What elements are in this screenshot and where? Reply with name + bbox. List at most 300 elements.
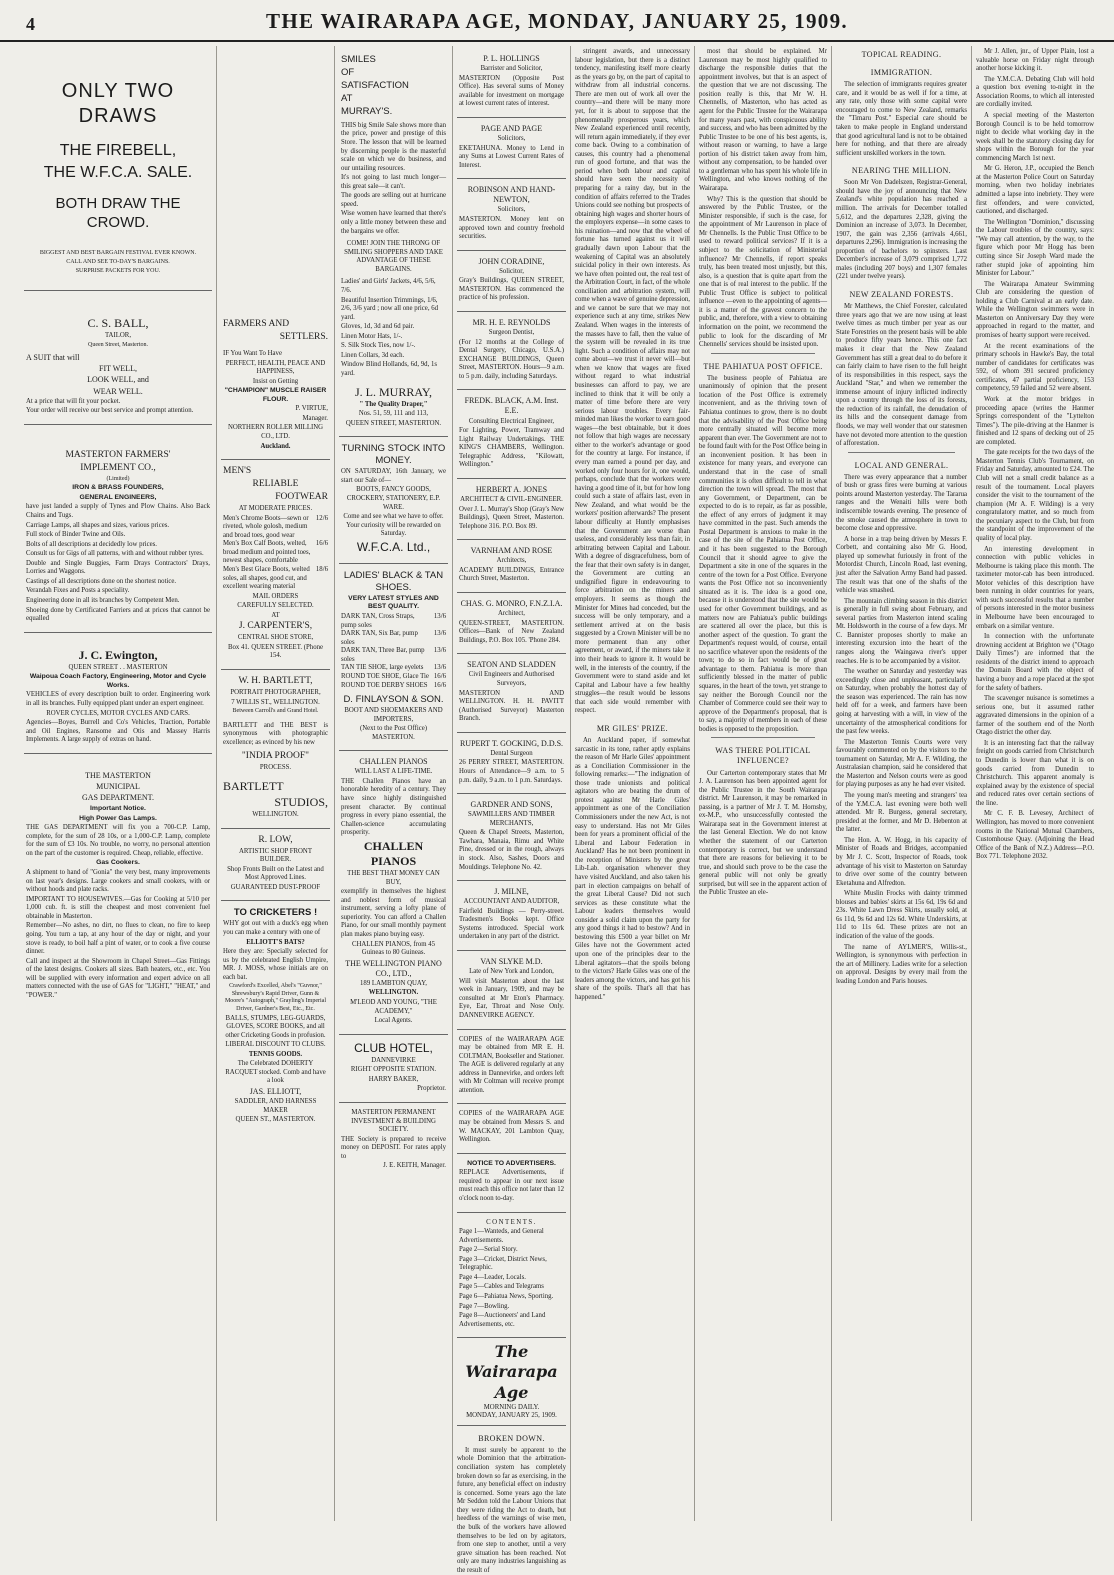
ladies-title: LADIES' BLACK & TAN SHOES. — [343, 569, 444, 593]
cricket-seller-a: QUEEN ST., MASTERTON. — [235, 1116, 316, 1124]
farmers-p5: Consult us for Gigs of all patterns, with and without rubber tyres. — [26, 550, 204, 558]
forests-text: Mr Matthews, the Chief Forester, calculated three years ago that we are now using at least twelve times as much timber per year as our State Forestries on the present basis will be able to produce fifty years hence. This one fact makes it clear that the New Zealand Government has still a great deal to do before it can fairly claim to have risen to the full height of its responsibilities in this respect, says the Auckland "Star," and when we remember the immense amount of injury inflicted indirectly upon a country through the loss of its forests, the reduction of its rainfall, the denudation of its hills and the consequent damage from floods, we may well wonder that our statesmen have not devoted more attention to the question of afforestation. — [836, 303, 967, 448]
club-hotel-ad — [339, 1035, 448, 1103]
ewington-address: QUEEN STREET . . MASTERTON — [68, 663, 168, 671]
low-p2: GUARANTEED DUST-PROOF — [230, 883, 321, 891]
column-5 — [570, 46, 694, 1521]
draws-small2: CALL AND SEE TO-DAY'S BARGAINS. — [66, 259, 170, 266]
farmers-p1: have just landed a supply of Tynes and Plow Chains. Also Back Chains and Tugs. — [26, 503, 210, 519]
card-name: P. L. HOLLINGS — [483, 54, 540, 63]
footwear-sub: AT MODERATE PRICES. — [238, 505, 313, 513]
bartlett-t: PORTRAIT PHOTOGRAPHER, — [230, 688, 321, 696]
smiles-item: Ladies' and Girls' Jackets, 4/6, 5/6, 7/6. — [341, 278, 436, 294]
ladies-item: DARK TAN, Three Bar, pump soles 13/6 — [341, 647, 446, 663]
hotel-owner: HARRY BAKER, — [368, 1075, 419, 1083]
card-subtitle: Late of New York and London, — [469, 968, 554, 976]
copies-1: COPIES of the WAIRARAPA AGE may be obtained from MR E. H. COLTMAN, Bookseller and Stationer. The AGE is delivered regularly at any address in Dannevirke, and orders left with Mr Coltman will receive prompt attention. — [459, 1035, 564, 1094]
card-text: MASTERTON. Money lent on approved town and country freehold securities. — [459, 215, 564, 241]
local-item: Work at the motor bridges in proceeding apace (writes the Hanmer Springs correspondent of the "Lyttelton Times"). The pile-driving at the Hanmer is finished and 12 spans of decking out of 25 are completed. — [976, 395, 1094, 446]
farmers-p8: Verandah Fixes and Posts a speciality. — [26, 587, 130, 595]
ball-l1: A SUIT that will — [26, 353, 80, 363]
ball-trade: TAILOR, — [104, 332, 132, 340]
ladies-item: DARK TAN, Six Bar, pump soles 13/6 — [341, 630, 446, 646]
card-text: Gray's Buildings, QUEEN STREET, MASTERTON. Has commenced the practice of his profession. — [459, 277, 564, 302]
card-text: ACADEMY BUILDINGS, Entrance Church Street, Masterton. — [459, 566, 564, 583]
cricket-title: TO CRICKETERS ! — [233, 907, 318, 919]
card-text: QUEEN-STREET, MASTERTON. Offices—Bank of New Zealand Buildings, P.O. Box 105. 'Phone 284. — [459, 619, 564, 644]
ewington-p2: ROVER CYCLES, MOTOR CYCLES AND CARS. — [46, 709, 190, 717]
ball-l4: WEAR WELL. — [93, 386, 143, 396]
page-number: 4 — [26, 14, 35, 34]
card-name: VAN SLYKE M.D. — [480, 957, 543, 967]
local-item: White Muslin Frocks with dainty trimmed blouses and babies' skirts at 15s 6d, 19s 6d and 23s. White Lawn Dress Skirts, usually sold, at 6s 11d, 9s 6d and 12s 6d. White Underskirts, at 11d to 11s 6d. These prizes are not an indication of the value of the goods. — [836, 890, 967, 941]
cricket-p2: Here they are: Specially selected for us by the celebrated English Umpire, MR. J. MOSS, whose initials are on each bat. — [223, 948, 328, 981]
ewington-ad — [24, 633, 212, 754]
professional-cards — [457, 48, 566, 1030]
professional-card — [457, 951, 566, 1029]
card-subtitle: Dental Surgeon — [490, 749, 533, 757]
professional-card — [457, 479, 566, 540]
card-text: 26 PERRY STREET, MASTERTON. Hours of Attendance—9 a.m. to 5 p.m. daily, 9 a.m. to 1 p.m. Saturdays. — [459, 759, 564, 784]
hotel-title: CLUB HOTEL, — [354, 1040, 433, 1055]
cricket-ad — [221, 901, 330, 1132]
challen-co: THE WELLINGTON PIANO CO., LTD., — [345, 958, 442, 978]
cricket-seller-t: SADDLER, AND HARNESS MAKER — [234, 1098, 317, 1114]
local-item: At the recent examinations of the primary schools in Hawke's Bay, the total number of candidates for certificates was 592, of whom 391 secured proficiency certificates, 47 partial proficiency, 153 competency, 59 failed and 52 were absent. — [976, 342, 1094, 393]
farmers-p6: Double and Single Buggies, Farm Drays Contractors' Drays, Lorries and Waggons. — [26, 559, 210, 576]
cricket-seller: JAS. ELLIOTT, — [249, 1087, 302, 1097]
professional-card — [457, 118, 566, 179]
ladies-sub: VERY LATEST STYLES AND BEST QUALITY. — [348, 594, 439, 611]
footwear-item: Men's Box Calf Boots, welted, broad medium and pointed toes, newest shapes, comfortable 16/6 — [223, 540, 328, 565]
ball-l2: FIT WELL, — [99, 364, 137, 374]
footwear-shop-sub: CENTRAL SHOE STORE, — [237, 634, 314, 642]
card-text: MASTERTON (Opposite Post Office). Has several sums of Money available for investment on mortgage at lowest current rates of interest. — [459, 74, 564, 108]
column-1 — [20, 46, 216, 1521]
card-name: FREDK. BLACK, A.M. Inst. E.E. — [464, 396, 559, 416]
bartlett-city: WELLINGTON. — [252, 811, 299, 819]
copies-dannevirke — [457, 1030, 566, 1105]
contents-item: Page 2—Serial Story. — [459, 1246, 518, 1254]
challen-p3: CHALLEN PIANOS, from 45 Guineas to 80 Guineas. — [351, 940, 436, 957]
ball-l5: At a price that will fit your pocket. — [26, 397, 121, 405]
professional-card — [457, 654, 566, 732]
footwear-item: Men's Chrome Boots—sewn or riveted, whole golosh, medium and broad toes, good wear 12/6 — [223, 514, 328, 539]
smiles-item: Beautiful Insertion Trimmings, 1/6, 2/6, 3/6 yard ; now all one price, 6d yard. — [341, 296, 439, 321]
flour-p3: Insist on Getting — [252, 377, 299, 385]
card-name: RUPERT T. GOCKING, D.D.S. — [459, 738, 564, 748]
murray-addr: QUEEN STREET, MASTERTON. — [345, 419, 442, 427]
smiles-item: Window Blind Hollands, 6d, 9d, 1s yard. — [341, 361, 438, 378]
farmers-p10: Shoeing done by Certificated Farriers and at prices that cannot be equalled — [26, 606, 210, 623]
footwear-mail2: CAREFULLY SELECTED. — [237, 602, 314, 610]
card-text: EKETAHUNA. Money to Lend in any Sums at Lowest Current Rates of Interest. — [459, 144, 564, 169]
card-subtitle: ARCHITECT & CIVIL-ENGINEER. — [460, 496, 563, 504]
farmers-p4: Bolts of all descriptions at decidedly low prices. — [26, 540, 157, 548]
newspaper-title: THE WAIRARAPA AGE, MONDAY, JANUARY 25, 1909. — [266, 9, 848, 33]
cricket-tennis: TENNIS GOODS. — [248, 1050, 303, 1058]
gas-p5: Call and inspect at the Showroom in Chapel Street—Gas Fittings of the latest designs. Cookers all sizes. Bath heaters, etc., etc. You will be supplied with every information and expert advice on all matters connected with the use of GAS for "LIGHT," "HEAT," and "POWER." — [26, 957, 210, 999]
card-subtitle: Solicitor, — [499, 267, 524, 275]
card-subtitle: Solicitors, — [497, 206, 526, 214]
contents-item: Page 5—Cables and Telegrams — [459, 1283, 544, 1291]
column-4 — [452, 46, 570, 1574]
ladies-shoes-ad — [339, 564, 448, 751]
gas-notice: Important Notice. — [90, 805, 146, 813]
contents-item: Page 8—Auctioneers' and Land Advertisements, etc. — [459, 1312, 546, 1328]
draws-ad — [24, 48, 212, 291]
cricket-p1: WHY got out with a duck's egg when you can make a century with one of — [223, 920, 328, 936]
cricket-bats: ELLIOTT'S BATS? — [246, 938, 305, 946]
turning-p1: ON SATURDAY, 16th January, we start our Sale of— — [341, 468, 446, 484]
card-name: GARDNER AND SONS, — [470, 800, 553, 810]
bartlett-proof: "INDIA PROOF" — [241, 751, 310, 762]
card-text: Fairfield Buildings — Perry-street. Tradesmen's Books kept. Office Systems introduced. Special work undertaken in any part of the district. — [459, 907, 564, 941]
post-office-text: The business people of Pahiatua are unanimously of opinion that the present location of the Post Office is extremely inconvenient, and as the thriving town of Pahiatua continues to grow, there is no doubt that the advisability of the Post Office being more centrally situated will become more apparent than ever. The Government are not to be found fault with for the Post Office being in an inconvenient position. It has been in existence for many years, and everyone can understand that in the case of small communities it is often difficult to tell in what direction the town will spread. The most that any Government, or Department, can be expected to do is to repair, as far as possible, the effect of any errors of judgment it may have committed in the past. Such amends the Postal Department is anxious to make in the case of the site of the Pahiatua Post Office, and it has been suggested to the Borough Council that it should agree to give the Department a site in one of the squares in the centre of the town for a Post Office. Everyone wants the Post Office not so inconveniently situated as it is. The idea is a good one, because it is understood that the site would be used for other Government buildings, and as matters now are Pahiatua's public buildings are scattered all over the place, but this is another aspect of the question. To grant the Department's request would, of course, entail no sacrifice whatever upon the residents of the town; to do so in fact would be of great advantage to them. Pahiatua is more than sufficiently blessed in the matter of public squares, in the heart of the town, yet strange to say neither the Borough Council nor the Chamber of Commerce could see their way to approve of the Department's proposal, that is to say, a majority of members in each of these bodies is opposed to the proposition. — [699, 374, 827, 733]
notice-text: REPLACE Advertisements, if required to appear in our next issue must reach this office not later than 12 o'clock noon to-day. — [459, 1169, 564, 1202]
murray-brand: J. L. MURRAY, — [354, 384, 433, 399]
card-subtitle: Surgeon Dentist, — [488, 329, 535, 337]
ball-address: Queen Street, Masterton. — [88, 341, 148, 348]
smiles-item: Linen Collars, 3d each. — [341, 351, 405, 359]
footwear-item: Men's Best Glace Boots, welted soles, all shapes, good cut, and excellent wearing material 18/6 — [223, 565, 328, 591]
bartlett-studio2: STUDIOS, — [274, 794, 328, 809]
card-text: Will visit Masterton about the last week in January, 1909, and may be consulted at Mr Eton's Pharmacy. Eye, Ear, Throat and Nose Only. DANNEVIRKE AGENCY. — [459, 977, 564, 1019]
footwear-addr: Box 41. QUEEN STREET. (Phone 154. — [227, 643, 324, 660]
local-item: An interesting development in connection with public vehicles in Melbourne is taking place this month. The taximeter motor-cab has been introduced. Motor vehicles of this description have been running in older countries for years, with such successful results that a number of persons interested in the motor business in Melbourne have been encouraged to embark on a similar venture. — [976, 545, 1094, 630]
card-text: Over J. L. Murray's Shop (Gray's New Buildings), Queen Street, Masterton. Telephone 316. P.O. Box 89. — [459, 505, 564, 530]
copies-wellington — [457, 1104, 566, 1153]
hotel-p1: RIGHT OPPOSITE STATION. — [350, 1066, 437, 1074]
flour-title1: FARMERS AND — [223, 319, 290, 329]
bartlett-between: Between Carroll's and Grand Hotel. — [232, 708, 319, 715]
local-item: In connection with the unfortunate drowning accident at Brighton we ("Otago Daily Times") are informed that the residents of the district intend to approach the Domain Board with the object of having a buoy and a rope placed at the spot for the safety of bathers. — [976, 633, 1094, 692]
footwear-mail1: MAIL ORDERS — [252, 592, 299, 600]
smiles-t1: SMILES — [341, 54, 376, 65]
hotel-owner-t: Proprietor. — [417, 1085, 446, 1093]
flour-p1: IF You Want To Have — [223, 349, 282, 357]
footwear-t2: RELIABLE — [252, 479, 299, 490]
smiles-item: S. Silk Stock Ties, now 1/-. — [341, 342, 416, 350]
gas-p4: Remember—No ashes, no dirt, no flues to clean, no fire to keep going. You turn a tap, at any hour of the day or night, and your stove is ready, to boil half a pint of water, or to cook a five course dinner. — [26, 922, 210, 956]
hotel-town: DANNEVIRKE — [371, 1056, 416, 1064]
forests-title: NEW ZEALAND FORESTS. — [849, 290, 954, 300]
professional-card — [457, 390, 566, 479]
column-3 — [334, 46, 452, 1521]
gas-cookers: Gas Cookers. — [96, 859, 140, 867]
card-text: (For 12 months at the College of Dental Surgery, Chicago, U.S.A.) EXCHANGE BUILDINGS, Queen Street, MASTERTON. Hours—9 a.m. to 5 p.m. daily, including Saturdays. — [459, 338, 564, 380]
card-name: PAGE AND PAGE — [480, 123, 543, 133]
local-item: A horse in a trap being driven by Messrs F. Corbett, and containing also Mr G. Hood, played up somewhat furiously in front of the Motordist Church, Lincoln Road, last evening, just after the Salvation Army Band had passed. The result was that one of the shafts of the vehicle was smashed. — [836, 535, 967, 595]
card-subtitle: ACCOUNTANT AND AUDITOR, — [463, 898, 560, 906]
gas-t1: THE MASTERTON — [85, 770, 151, 780]
immigration-title: IMMIGRATION. — [870, 68, 933, 78]
professional-card — [457, 48, 566, 118]
political-influence-text: Our Carterton contemporary states that Mr J. A. Laurenson has been appointed agent for the Public Trustee in the South Wairarapa district. Mr Laurenson, it may be remarked in passing, is a partner of Mr J. T. M. Hornsby, ex-M.P., who unsuccessfully contested the Wairarapa seat in the Government interest at the last General Election. We do not know whether the statement of our Carterton contemporary is correct, but we understand that there are reasons for believing it to be true, and should such prove to be the case the general public will not only be greatly surprised, but will see in the apparent action of the Public Trustee an ele- — [699, 769, 827, 897]
footwear-ad — [221, 460, 330, 670]
challen-city: WELLINGTON. — [368, 989, 419, 997]
turning-co: W.F.C.A. Ltd., — [356, 539, 431, 554]
card-subtitle: Barrister and Solicitor, — [480, 65, 543, 73]
gas-lamps: High Power Gas Lamps. — [79, 814, 157, 822]
smiles-p2: It's not going to last much longer—this great sale—it can't. — [341, 174, 446, 190]
flour-city: Auckland. — [260, 442, 291, 450]
card-name: CHAS. G. MONRO, F.N.Z.I.A. — [460, 599, 563, 609]
local-item: The mountain climbing season in this district is generally in full swing about February, and several parties from Masterton intend scaling Mt. Holdsworth in the course of a few days. Mr C. Bannister proposes shortly to make an interesting excursion into the heart of the ranges along the Waingawa river's upper reaches. He is to be accompanied by a visitor. — [836, 597, 967, 665]
notice-title: NOTICE TO ADVERTISERS. — [467, 1159, 556, 1167]
ladies-co: D. FINLAYSON & SON. — [343, 694, 444, 706]
footwear-t3: FOOTWEAR — [275, 492, 328, 503]
turning-title: TURNING STOCK INTO MONEY. — [341, 443, 446, 467]
card-subtitle: Architects, — [496, 557, 527, 565]
card-name: VARNHAM AND ROSE — [470, 546, 553, 556]
society-title: MASTERTON PERMANENT INVESTMENT & BUILDING SOCIETY. — [351, 1109, 436, 1134]
ewington-sub: Waipoua Coach Factory, Engineering, Motor and Cycle Works. — [29, 673, 207, 689]
local-item: A special meeting of the Masterton Borough Council is to be held tomorrow night to decide what working day in the week shall be the statutory closing day for shops within the Borough for the year commencing March 1st next. — [976, 111, 1094, 162]
flour-title2: SETTLERS. — [279, 331, 328, 342]
card-name: ROBINSON AND HAND-NEWTON, — [467, 185, 556, 205]
professional-card — [457, 593, 566, 654]
local-item: The Masterton Tennis Courts were very favourably commented on by the visitors to the tournament on Saturday, Mr A. F. Wilding, the Australasian champion, said he considered that the Masterton and Nelson courts were as good for playing purposes as any he had ever visited. — [836, 738, 967, 789]
editorial-header — [457, 1342, 566, 1426]
ball-name: C. S. BALL, — [87, 316, 149, 331]
contents-item: Page 6—Pahiatua News, Sporting. — [459, 1293, 554, 1300]
challen-p2: exemplify in themselves the highest and noblest form of musical instrument, serving a lofty plane of superiority. You can afford a Challen Piano, for our small monthly payment plan makes piano buying easy. — [341, 888, 446, 939]
million-text: Soon Mr Von Dadelszen, Registrar-General, should have the joy of announcing that New Zealand's white population has reached a million. The arrivals for December totalled 5,612, and the departures 2,328, giving the Dominion an increase of 3,073. In December, 1907, the gain was 2,356 (arrivals 4,661, departures 2,296). Immigration is increasing the proportion of bachelors to spinsters. Last December's increase of 3,079 comprised 1,772 males (including 207 boys) and 1,307 females (221 under twelve years). — [836, 179, 967, 281]
flour-brand: "CHAMPION" MUSCLE RAISER FLOUR. — [224, 387, 327, 403]
contents-title: CONTENTS. — [486, 1218, 537, 1226]
challen-title: CHALLEN PIANOS — [359, 757, 428, 767]
farmers-p3: Full stock of Binder Twine and Oils. — [26, 531, 126, 539]
column-7 — [831, 46, 971, 1521]
low-name: R. LOW, — [258, 834, 293, 845]
paper-date: MONDAY, JANUARY 25, 1909. — [466, 1412, 557, 1420]
professional-card — [457, 179, 566, 250]
footwear-t1: MEN'S — [223, 466, 252, 477]
low-ad — [221, 829, 330, 902]
challen-agents-t: Local Agents. — [374, 1017, 413, 1025]
farmers-implement-ad — [24, 425, 212, 633]
professional-card — [457, 540, 566, 593]
farmers-title2: IMPLEMENT CO., — [80, 462, 156, 473]
local-item: Mr G. Heron, J.P., occupied the Bench at the Masterton Police Court on Saturday morning, when two holiday inebriates admitted a lapse into inebriety. They were first offenders, and were convicted, cautioned, and discharged. — [976, 165, 1094, 216]
masthead — [0, 0, 1114, 42]
card-text: MASTERTON AND WELLINGTON. H. H. PAVITT (Authorised Surveyor) Masterton Branch. — [459, 689, 564, 723]
local-general-title: LOCAL AND GENERAL. — [854, 460, 949, 470]
copies-2: COPIES of the WAIRARAPA AGE may be obtained from Messrs S. and W. MACKAY, 201 Lambton Quay, Wellington. — [459, 1110, 564, 1144]
contents-item: Page 4—Leader, Locals. — [459, 1273, 526, 1281]
ladies-item: DARK TAN, Cross Straps, pump soles 13/6 — [341, 613, 446, 629]
professional-card — [457, 251, 566, 312]
bartlett-addr: 7 WILLIS ST., WELLINGTON. — [231, 698, 320, 706]
gas-dept-ad — [24, 754, 212, 1009]
society-p1: THE Society is prepared to receive money on DEPOSIT. For rates apply to — [341, 1135, 446, 1160]
flour-p2: PERFECT, HEALTH, PEACE AND HAPPINESS, — [225, 359, 326, 376]
gas-t3: GAS DEPARTMENT. — [82, 793, 154, 803]
contents-box — [457, 1213, 566, 1339]
card-subtitle: SAWMILLERS AND TIMBER MERCHANTS, — [468, 811, 555, 827]
leader-text: It must surely be apparent to the whole Dominion that the arbitration-conciliation system has completely broken down so far as exercising, in the future, any beneficial effect on industry is concerned. Some years ago the late Mr Seddon told the Labour Unions that they were riding the Act to death, but heedless of the warnings of wise men, the bulk of the workers have allowed themselves to be led on by agitators, from one step to another, until a very grave situation has been reached. Not only are many industries languishing as the result of — [457, 1446, 566, 1574]
card-text: Queen & Chapel Streets, Masterton, Tawhara, Manaia, Rimu and White Pine, dressed or in the rough, always in stock. Also, Sashes, Doors and Mouldings. Telephone No. 42. — [459, 829, 564, 871]
farmers-p7: Castings of all descriptions done on the shortest notice. — [26, 577, 177, 585]
murray-slogan: " The Quality Draper," — [359, 400, 428, 408]
draws-line3: BOTH DRAW THE CROWD. — [55, 194, 181, 231]
local-item: Mr C. F. B. Levesey, Architect of Wellington, has moved to more convenient rooms in the National Mutual Chambers, Customhouse Quay. (Adjoining the Head Office of the Bank of N.Z.) Address—P.O. Box 771. Telephone 2032. — [976, 810, 1094, 861]
gas-p1: THE GAS DEPARTMENT will fix you a 700-C.P. Lamp, complete, for the sum of 28 10s, or a 1,000-C.P. Lamp, complete for the sum of £3 10s. No trouble, no worry, no personal attention on the part of the customer is required. Cheap, reliable, effective. — [26, 824, 210, 857]
smiles-p3: The goods are selling out at hurricane speed. — [341, 192, 446, 208]
topical-title: TOPICAL READING. — [861, 50, 942, 59]
smiles-t5: MURRAY'S. — [341, 105, 393, 117]
local-item: The weather on Saturday and yesterday was exceedingly close and unpleasant, particularly on Saturday, when probably the hottest day of the season was experienced. The rain has now held off for a week, and farmers have been going at harvesting with a will, in view of the uncertainty of the atmospherical conditions for the past few weeks. — [836, 668, 967, 736]
cricket-p5: The Celebrated DOHERTY RACQUET stocked. Comb and have a look — [225, 1060, 326, 1085]
flour-mill: NORTHERN ROLLER MILLING CO., LTD. — [227, 424, 324, 440]
bartlett-name: W. H. BARTLETT, — [238, 676, 313, 686]
smiles-call: COME! JOIN THE THRONG OF SMILING SHOPPERS AND TAKE ADVANTAGE OF THESE BARGAINS. — [344, 240, 443, 273]
card-subtitle: Architect, — [498, 610, 525, 618]
turning-p3: Come and see what we have to offer. Your curiosity will be rewarded on Saturday. — [343, 513, 444, 538]
footwear-at: AT — [271, 611, 280, 619]
ladies-item: ROUND TOE DERBY SHOES 16/6 — [341, 681, 446, 689]
bartlett-studio1: BARTLETT — [223, 778, 284, 793]
farmers-sub2: GENERAL ENGINEERS, — [79, 493, 157, 501]
ladies-co-t: BOOT AND SHOEMAKERS AND IMPORTERS, — [344, 707, 443, 723]
draws-small1: BIGGEST AND BEST BARGAIN FESTIVAL EVER KNOWN. — [39, 250, 197, 257]
professional-card — [457, 881, 566, 951]
local-item: The Hon. A. W. Hogg, in his capacity of Minister of Roads and Bridges, accompanied by Mr J. C. Scott, Inspector of Roads, took advantage of his visit to Masterton on Saturday to drive over some of the country between Eketahuna and Alfredton. — [836, 836, 967, 887]
cricket-brands: Crawford's Excelled, Abel's "Guvnor," Shrewsbury's Rapid Driver, Gunn & Moore's "Autograph," Grayling's Imperial Driver, Gardner's Best, Etc., Etc. — [224, 983, 327, 1012]
farmers-limited: (Limited) — [106, 475, 130, 482]
smiles-item: Linen Motor Hats, 1/-. — [341, 332, 403, 340]
local-item: The young man's meeting and strangers' tea of the Y.M.C.A. last evening were both well attended. Mr R. Burgess, general secretary, presided at the former, and Mr D. Hebenton at the latter. — [836, 792, 967, 834]
leader-title: BROKEN DOWN. — [478, 1433, 545, 1443]
draws-headline: ONLY TWO DRAWS — [61, 80, 175, 128]
footwear-shop: J. CARPENTER'S, — [238, 621, 313, 632]
political-continued-1: most that should be explained. Mr Laurenson may be most highly qualified to discharge the responsible duties that the appointment involves, but that is an aspect of the question that we are not discussing. The position really is this, that Mr W. H. Chennells, of Masterton, who has acted as agent for the Public Trustee for the Wairarapa for many years past, with conspicuous ability and success, and who has been admitted by the Public Trustee to be one of his best agents, is, without reason or warning, to have a large portion of his district taken away from him, without any compensation, to be handed over to a gentleman who has spent his whole life in Wellington, and who knows nothing of the Wairarapa. — [699, 48, 827, 192]
political-influence-title: WAS THERE POLITICAL INFLUENCE? — [715, 746, 811, 766]
contents-item: Page 1—Wanteds, and General Advertisements. — [459, 1228, 544, 1244]
card-name: MR. H. E. REYNOLDS — [472, 317, 551, 327]
ladies-co-a: (Next to the Post Office) MASTERTON. — [359, 725, 428, 741]
professional-card — [457, 794, 566, 881]
card-name: HERBERT A. JONES — [475, 484, 548, 494]
card-name: JOHN CORADINE, — [478, 256, 545, 266]
challen-addr: 189 LAMBTON QUAY, — [360, 979, 427, 987]
bartlett-ad — [221, 670, 330, 829]
smiles-t3: SATISFACTION — [341, 79, 409, 91]
card-subtitle: Consulting Electrical Engineer, — [468, 417, 555, 425]
local-item: The name of AYLMER'S, Willis-st., Wellington, is synonymous with perfection in the art of Millinery. Ladies write for a selection on approval. Designs by every mail from the leading London and Paris houses. — [836, 943, 967, 985]
paper-name: The Wairarapa Age — [465, 1342, 558, 1402]
low-t: ARTISTIC SHOP FRONT BUILDER. — [239, 847, 312, 864]
farmers-title1: MASTERTON FARMERS' — [65, 449, 171, 460]
gas-t2: MUNICIPAL — [96, 781, 140, 791]
card-subtitle: Solicitors, — [497, 134, 526, 142]
divider — [848, 452, 955, 453]
low-p1: Shop Fronts Built on the Latest and Most Approved Lines. — [227, 865, 324, 882]
giles-title: MR GILES' PRIZE. — [596, 723, 669, 733]
bartlett-p1: BARTLETT and THE BEST is synonymous with photographic excellence; as evinced by his new — [223, 721, 328, 746]
paper-sub: MORNING DAILY. — [483, 1403, 540, 1411]
smiles-t4: AT — [341, 92, 353, 104]
society-ad — [339, 1103, 448, 1179]
smiles-t2: OF — [341, 66, 355, 78]
local-item: The Wairarapa Amateur Swimming Club are considering the question of holding a Club Carnival at an early date. While the Wellington swimmers were in Masterton on Anniversary Day they were approached in regard to the matter, and promises of hearty support were received. — [976, 280, 1094, 339]
post-office-title: THE PAHIATUA POST OFFICE. — [703, 361, 823, 371]
ladies-item: ROUND TOE SHOE, Glace Tie 16/6 — [341, 672, 446, 680]
local-item: Mr J. Allen, jnr., of Upper Plain, lost a valuable horse on Friday night through another horse kicking it. — [976, 48, 1094, 73]
flour-mgr: P. VIRTUE, — [295, 405, 328, 413]
million-title: NEARING THE MILLION. — [851, 166, 952, 176]
draws-small3: SURPRISE PACKETS FOR YOU. — [75, 267, 161, 274]
challen-p1: THE Challen Pianos have an honorable heredity of a century. They have since highly distinguished present character. By continual progress in every piano essential, the Challen-science accumulating prosperity. — [341, 777, 446, 837]
farmers-sub1: IRON & BRASS FOUNDERS, — [72, 484, 164, 492]
ewington-p3: Agencies—Boyes, Burrell and Co's Vehicles, Traction, Portable and Oil Engines, Ransome and Otis and Massey Harris Implements. A large supply of extras on hand. — [26, 719, 210, 744]
challen-sub: WILL LAST A LIFE-TIME. — [354, 768, 433, 776]
column-6 — [694, 46, 831, 1521]
card-text: For Lighting, Power, Tramway and Light Railway Undertakings. THE KING'S CHAMBERS, Wellington. Telegraphic Address, "Kilowatt, Wellington." — [459, 427, 564, 469]
smiles-p4: Wise women have learned that there's only a little money between these and the bargains we offer. — [341, 210, 446, 235]
professional-card — [457, 733, 566, 794]
local-item: The Wellington "Dominion," discussing the Labour troubles of the country, says: "We may call attention, by the way, to the figure which poor Mr Hogg has been cutting since Sir Joseph Ward made the rather stupid joke of appointing him Minister for Labour." — [976, 218, 1094, 278]
local-item: There was every appearance that a number of bush or grass fires were burning at various points around Masterton yesterday. The Tararua ranges and the Wenaiti hills were both indiscernible towards evening. The presence of the smoke caused the atmosphere in town to become close and oppressive. — [836, 473, 967, 533]
ladies-item: TAN TIE SHOE, large eyelets 13/6 — [341, 664, 446, 672]
turning-p2: BOOTS, FANCY GOODS, CROCKERY, STATIONERY, E.P. WARE. — [346, 486, 441, 511]
turning-stock-ad — [339, 437, 448, 564]
draws-line1: THE FIREBELL, — [59, 142, 177, 160]
contents-item: Page 3—Cricket, District News, Telegraphic. — [459, 1255, 547, 1272]
ball-l3: LOOK WELL, and — [87, 375, 149, 385]
challen-agents: M'LEOD AND YOUNG, "THE ACADEMY," — [350, 998, 437, 1015]
smiles-item: Gloves, 1d, 3d and 6d pair. — [341, 323, 415, 331]
contents-item: Page 7—Bowling. — [459, 1302, 510, 1310]
flour-ad — [221, 48, 330, 460]
smiles-p1: THIS big Smile Sale shows more than the price, power and prestige of this Store. The lesson that will be learned by discerning people is the masterful scale on which we do business, and our untailing resources. — [341, 121, 446, 172]
challen-ad — [339, 751, 448, 1034]
bartlett-process: PROCESS. — [259, 764, 292, 772]
gas-p3: IMPORTANT TO HOUSEWIVES.—Gas for Cooking at 5/10 per 1,000 cub. ft. is still the cheapest and most convenient fuel obtainable in Masterton. — [26, 895, 210, 920]
giles-text: An Auckland paper, if somewhat sarcastic in its tone, rather aptly explains the reason of Mr Harle Giles' appointment as a Conciliation Commissioner in the following remarks:—"The indignation of those trade unionists and political agitators who are beating the drum of protest against Mr Harle Giles' appointment as one of the Conciliation Commissioners under the new Act, is not easy to understand. Has not Mr Giles been for years a prominent official of the Liberal and Labour Federation in Auckland? Has he not been prominent in the reception of Ministers by the great Lib-Lab. organisation whenever they have visited Auckland, and also taken his part in election campaigns on behalf of the great Liberal Cause? Did not such services as these constitute what the Labour leaders themselves would consider a solid claim upon the party for any good things it had to bestow? And in bestowing this £500 a year billet on Mr Giles have not the Government acted upon one of the principles dear to the Liberal agitators—that the spoils belong to the victors? Harle Giles was one of the leaders among the victors, and has got his share of the spoils. That's all that has happened." — [575, 736, 690, 1001]
smiles-ad — [339, 48, 448, 437]
leader-continued: stringent awards, and unnecessary labour legislation, but there is a distinct tendency, manifesting itself more clearly as the years go by, on the part of capital to withdraw from all industrial concerns. There are men out of work all over the country—and there will be many more yet, for it is about to suppose that the phenomenally prosperous years, which New Zealand experienced until recently, will return again immediately, if they ever come back. Owing to a combination of causes, this country had a phenomenal run of good fortune, and that was the period when both labour and capital should have seen the necessity of preparing for a rainy day, but in the condition of affairs referred to the Trades Unions could see nothing but prospects of obtaining high wages and shorter hours of the employers expense—in some cases to his ruination—and now that the wheel of fortune has turned against us it will gradually dawn upon Labour that the weakening of Capital was an absolutely suicidal policy in their own interests. As we have often pointed out, the real test of the Arbitration Court, in fact, of the whole conciliation and arbitration system, will come when a wave of genuine depression, and we cannot be sure that we may not experience such at any time, strikes New Zealand. When wages in the interests of the masses have to fall, then the value of the system will be revealed in its true light. Such a condition of affairs may not come about—we trust it never will—but when we know that wages are fixed without regard to what industrial businesses can afford to pay, we are inclined to think that it will be only a matter of time before there are very serious labour troubles. Every fair-minded man likes the worker to earn good wages—the best obtainable, but it does not follow that high wages are necessary either to the worker's advantage or good for the country at large. For instance, if every man earned a pound per day, and worked only four hours for it, one would, perhaps, conclude that the workers were having a good time of it, but for how long could such a state of affairs last, even in New Zealand, and what would be the workers' position afterwards? The present labour difficulty at Huntly emphasises that the Government are worse than useless, and considerably less than fair, in arbitrating between Capital and Labour. With a degree of disgracefulness, born of the fear that their own safety is in danger, the Government are cutting an undignified figure in endeavouring to force arbitration on the miners and employers. It seems as though the Minister for Mines had conceded, but the success will be only temporary, and a settlement arrived at on the basis suggested by a Crown Minister will be no more permanent than any other agreement, or award, if the miners take it into their heads to ignore it. It would be well, in the interests of the country, if the Government were to stand aside and let Capital and Labour have a few healthy struggles—the result would be lessons that each side would remember with respect. — [575, 48, 690, 715]
ball-l6: Your order will receive our best service and prompt attention. — [26, 407, 194, 415]
ball-ad — [24, 291, 212, 425]
political-continued-2: Why? This is the question that should be answered by the Public Trustee, or the Minister responsible, if such is the case, for the appointment of Mr Laurenson in place of Mr Chennells. Is the Public Trust Office to be used to reward political services? If it is a subject to the solicitation of Ministerial influence? Mr Chennells, if report speaks truly, has been treated most unjustly, but this, also, is a question that is quite apart from the one that is of real interest to the public. If the Public Trust Office is subject to political influence —even to the appointing of agents—it is a matter of the gravest concern to the public, and, therefore, with a view to obtaining information on the point, we recommend the public to look for the discarding of Mr Chennells' services should be insisted upon. — [699, 195, 827, 349]
divider — [711, 737, 815, 738]
ewington-name: J. C. Ewington, — [78, 647, 158, 662]
cricket-p4: LIBERAL DISCOUNT TO CLUBS. — [225, 1041, 326, 1049]
card-name: SEATON AND SLADDEN — [467, 660, 556, 670]
challen-big: CHALLEN PIANOS — [363, 838, 424, 868]
flour-mgr-title: Manager. — [302, 414, 328, 422]
draws-line2: THE W.F.C.A. SALE. — [43, 163, 193, 181]
column-2 — [216, 46, 334, 1521]
murray-nos: Nos. 51, 59, 111 and 113, — [358, 410, 429, 418]
gas-p2: A shipment to hand of "Gonia" the very best, many improvements on last year's designs. Large cookers and small cookers, with or without hoods and plate racks. — [26, 869, 210, 894]
local-item: The Y.M.C.A. Debating Club will hold a question box evening to-night in the Association Rooms, to which all interested are cordially invited. — [976, 75, 1094, 109]
challen-sub2: THE BEST THAT MONEY CAN BUY, — [347, 870, 440, 886]
local-item: It is an interesting fact that the railway freight on goods carried from Christchurch to Dunedin is lower than what it is on goods carried from Dunedin to Christchurch. This apparent anomaly is explained away by the existence of special and reduced rates over certain sections of the line. — [976, 739, 1094, 807]
ewington-p1: VEHICLES of every description built to order. Engineering work in all its branches. Fully equipped plant under an expert engineer. — [26, 691, 210, 708]
local-item: The scavenger nuisance is sometimes a serious one, but it assumed rather aggravated dimensions in the opinion of a farmer of the southern end of the North Otago district the other day. — [976, 695, 1094, 737]
local-item: The gate receipts for the two days of the Masterton Tennis Club's Tournament, on Friday and Saturday, amounted to £24. The Club will net a small credit balance as a result of the tournament. Local players consider the visit to the tournament of the champion (Mr A. F. Wilding) is a very congratulatory matter, and so much from the pecuniary aspect to the Club, but from the standpoint of the improvement of the quality of local play. — [976, 449, 1094, 542]
immigration-text: The selection of immigrants requires greater care, and it would be as well if for a time, at any rate, only those with some capital were encouraged to come to New Zealand, remarks the "Timaru Post." Especial care should be taken to make people in England understand that good agricultural land is not to be obtained here for nothing, and that there are already sufficient unskilled workers in the town. — [836, 81, 967, 157]
column-8 — [971, 46, 1098, 1521]
society-sec: J. E. KEITH, Manager. — [383, 1162, 446, 1170]
cricket-p3: BALLS, STUMPS, LEG-GUARDS, GLOVES, SCORE BOOKS, and all other Cricketing Goods in profusion. — [225, 1014, 326, 1039]
card-subtitle: Civil Engineers and Authorised Surveyors, — [468, 671, 555, 687]
card-name: J. MILNE, — [494, 887, 529, 897]
notice-advertisers — [457, 1154, 566, 1213]
